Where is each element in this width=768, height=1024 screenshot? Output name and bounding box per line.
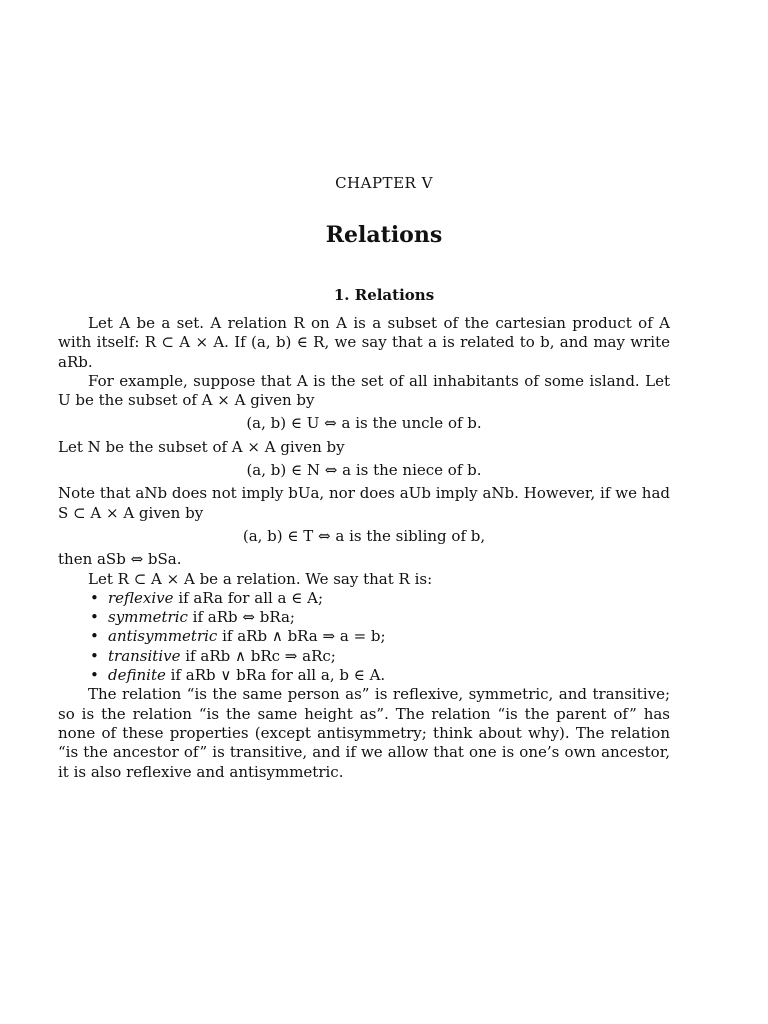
list-item (108, 666, 670, 685)
paragraph-definition: Let A be a set. A relation R on A is a subset of the cartesian product of A with itself: R ⊂ A × A. If (a, b) ∈ R, we say that a is related to b, and may write aRb. (58, 314, 670, 371)
property-term: antisymmetric (108, 627, 218, 646)
section-heading: 1. Relations (333, 286, 435, 304)
paragraph-properties-intro: Let R ⊂ A × A be a relation. We say that R is: (88, 569, 433, 588)
chapter-label: CHAPTER V (335, 174, 433, 192)
paragraph-example: For example, suppose that A is the set of all inhabitants of some island. Let U be the subset of A × A given by (58, 371, 670, 410)
body-text (58, 314, 670, 782)
property-term: definite (108, 666, 166, 685)
display-uncle: (a, b) ∈ U ⇔ a is the uncle of b. (246, 414, 482, 433)
list-item (108, 647, 670, 666)
property-term: transitive (108, 646, 181, 665)
property-definition: if aRb ∧ bRc ⇒ aRc; (180, 646, 336, 665)
list-item (108, 608, 670, 627)
paragraph-examples-discussion: The relation “is the same person as” is reflexive, symmetric, and transitive; so is the relation “is the same height as”. The relation “is the parent of” has none of these properties (except antisymmetry; think about why). The relation “is the ancestor of” is transitive, and if we allow that one is one’s own ancestor, it is also reflexive and antisymmetric. (58, 685, 670, 781)
display-niece: (a, b) ∈ N ⇔ a is the niece of b. (246, 461, 482, 480)
property-definition: if aRa for all a ∈ A; (173, 588, 324, 607)
property-term: reflexive (108, 588, 174, 607)
paragraph-niece-intro: Let N be the subset of A × A given by (58, 437, 345, 456)
property-definition: if aRb ∧ bRa ⇒ a = b; (217, 627, 386, 646)
property-definition: if aRb ∨ bRa for all a, b ∈ A. (165, 666, 386, 685)
property-definition: if aRb ⇔ bRa; (187, 608, 295, 627)
properties-list (58, 589, 670, 685)
chapter-title: Relations (325, 222, 443, 248)
list-item (108, 589, 670, 608)
paragraph-note: Note that aNb does not imply bUa, nor does aUb imply aNb. However, if we had S ⊂ A × A given by (58, 484, 670, 522)
display-sibling: (a, b) ∈ T ⇔ a is the sibling of b, (242, 526, 486, 545)
property-term: symmetric (108, 608, 188, 627)
list-item (108, 627, 670, 646)
paragraph-then: then aSb ⇔ bSa. (58, 550, 182, 569)
